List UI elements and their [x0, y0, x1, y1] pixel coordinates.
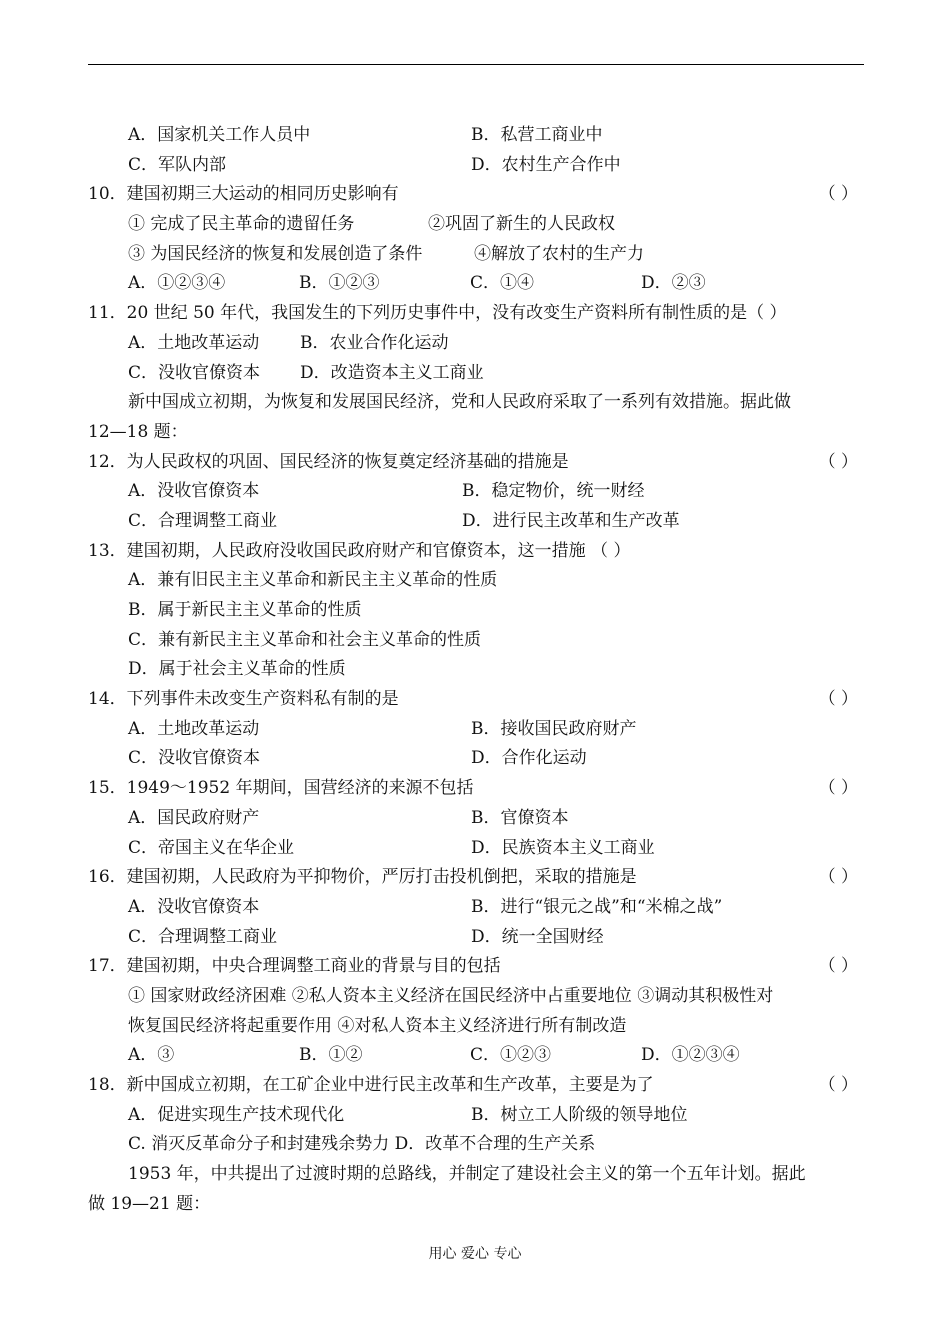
q12-option-b: B．稳定物价，统一财经 [462, 481, 645, 502]
header-rule [88, 64, 864, 65]
q14-options-row-1 [88, 715, 864, 745]
q11-option-d: D．改造资本主义工商业 [300, 362, 484, 383]
q9-options-row-1 [88, 121, 864, 151]
q15-options-row-1 [88, 804, 864, 834]
q10-statements-row-1 [88, 210, 864, 240]
q14-option-c: C．没收官僚资本 [128, 748, 261, 769]
q9-options-row-2 [88, 151, 864, 181]
q17-answer-paren: （ ） [818, 956, 858, 977]
q13-option-b: B．属于新民主主义革命的性质 [128, 600, 362, 620]
q16-stem [88, 863, 864, 893]
q10-statement-4: ④解放了农村的生产力 [474, 243, 644, 264]
q10-statements-row-2 [88, 240, 864, 270]
q18-options-row-1 [88, 1101, 864, 1131]
q15-option-b: B．官僚资本 [471, 807, 569, 828]
q12-option-c: C．合理调整工商业 [128, 510, 278, 531]
q16-option-d: D．统一全国财经 [471, 926, 604, 947]
q12-stem [88, 448, 864, 478]
q17-options [88, 1041, 864, 1071]
q18-stem-text: 18．新中国成立初期，在工矿企业中进行民主改革和生产改革，主要是为了 [88, 1075, 654, 1095]
section-intro-12-18-line-2: 12—18 题： [88, 421, 188, 442]
q14-stem [88, 685, 864, 715]
q14-answer-paren: （ ） [818, 689, 858, 710]
q15-answer-paren: （ ） [818, 778, 858, 799]
q9-option-d: D．农村生产合作中 [471, 154, 621, 175]
page-footer: 用心 爱心 专心 [428, 1246, 522, 1262]
section-intro-19-21-line-1: 1953 年，中共提出了过渡时期的总路线，并制定了建设社会主义的第一个五年计划。据此 [128, 1164, 806, 1185]
q10-option-a: A．①②③④ [128, 273, 226, 294]
q12-answer-paren: （ ） [818, 451, 858, 472]
q10-option-b: B．①②③ [299, 273, 380, 294]
q10-stem-text: 10．建国初期三大运动的相同历史影响有 [88, 184, 399, 205]
q16-options-row-2 [88, 923, 864, 953]
q11-options-row-1 [88, 329, 864, 359]
q10-answer-paren: （ ） [818, 184, 858, 205]
q18-answer-paren: （ ） [818, 1075, 858, 1095]
q16-option-b: B．进行“银元之战”和“米棉之战” [471, 896, 723, 917]
q12-stem-text: 12．为人民政权的巩固、国民经济的恢复奠定经济基础的措施是 [88, 451, 569, 472]
q18-stem [88, 1071, 864, 1101]
q14-option-b: B．接收国民政府财产 [471, 718, 637, 739]
q11-option-a: A．土地改革运动 [128, 332, 260, 353]
q16-stem-text: 16．建国初期，人民政府为平抑物价，严厉打击投机倒把，采取的措施是 [88, 867, 637, 888]
q9-option-b: B．私营工商业中 [471, 125, 603, 145]
q9-option-a: A．国家机关工作人员中 [128, 125, 311, 145]
q14-option-a: A．土地改革运动 [128, 718, 260, 739]
q14-option-d: D．合作化运动 [471, 748, 587, 769]
q18-options-row-2: C. 消灭反革命分子和封建残余势力 D．改革不合理的生产关系 [128, 1134, 596, 1155]
q14-options-row-2 [88, 744, 864, 774]
q13-option-a: A．兼有旧民主主义革命和新民主主义革命的性质 [128, 570, 498, 591]
q11-stem: 11．20 世纪 50 年代，我国发生的下列历史事件中，没有改变生产资料所有制性质的是（ ） [88, 303, 787, 324]
q12-option-d: D．进行民主改革和生产改革 [462, 510, 680, 531]
q12-options-row-1 [88, 477, 864, 507]
exam-content [88, 121, 864, 1219]
q15-option-a: A．国民政府财产 [128, 807, 260, 828]
q16-answer-paren: （ ） [818, 867, 858, 888]
q17-option-d: D．①②③④ [641, 1045, 740, 1066]
q11-options-row-2 [88, 359, 864, 389]
q10-statement-2: ②巩固了新生的人民政权 [428, 214, 615, 235]
q17-option-c: C．①②③ [470, 1045, 552, 1066]
q12-options-row-2 [88, 507, 864, 537]
q17-stem-text: 17．建国初期，中央合理调整工商业的背景与目的包括 [88, 956, 501, 977]
q10-stem [88, 180, 864, 210]
q16-option-a: A．没收官僚资本 [128, 896, 260, 917]
q9-option-c: C．军队内部 [128, 154, 227, 175]
q12-option-a: A．没收官僚资本 [128, 481, 260, 502]
q16-options-row-1 [88, 893, 864, 923]
q17-statements-line-2: 恢复国民经济将起重要作用 ④对私人资本主义经济进行所有制改造 [128, 1015, 627, 1036]
q10-option-c: C．①④ [470, 273, 535, 294]
q13-option-c: C．兼有新民主主义革命和社会主义革命的性质 [128, 629, 482, 650]
q17-option-b: B．①② [299, 1045, 363, 1066]
q15-option-d: D．民族资本主义工商业 [471, 837, 655, 858]
q15-option-c: C．帝国主义在华企业 [128, 837, 295, 858]
q13-option-d: D．属于社会主义革命的性质 [128, 659, 346, 680]
q11-option-b: B．农业合作化运动 [300, 332, 449, 353]
q10-option-d: D．②③ [641, 273, 706, 294]
q17-statements-line-1: ① 国家财政经济困难 ②私人资本主义经济在国民经济中占重要地位 ③调动其积极性对 [128, 985, 774, 1006]
q16-option-c: C．合理调整工商业 [128, 926, 278, 947]
q15-options-row-2 [88, 834, 864, 864]
q17-option-a: A．③ [128, 1045, 175, 1066]
q10-options [88, 269, 864, 299]
q15-stem [88, 774, 864, 804]
q14-stem-text: 14．下列事件未改变生产资料私有制的是 [88, 689, 399, 710]
q13-stem: 13．建国初期，人民政府没收国民政府财产和官僚资本，这一措施 （ ） [88, 540, 631, 561]
section-intro-12-18-line-1: 新中国成立初期，为恢复和发展国民经济，党和人民政府采取了一系列有效措施。据此做 [128, 392, 791, 413]
q15-stem-text: 15．1949～1952 年期间，国营经济的来源不包括 [88, 778, 474, 799]
q10-statement-1: ① 完成了民主革命的遗留任务 [128, 214, 355, 235]
q18-option-a: A．促进实现生产技术现代化 [128, 1104, 345, 1125]
q18-option-b: B．树立工人阶级的领导地位 [471, 1104, 688, 1125]
q10-statement-3: ③ 为国民经济的恢复和发展创造了条件 [128, 243, 423, 264]
section-intro-19-21-line-2: 做 19—21 题： [88, 1193, 211, 1214]
q17-stem [88, 952, 864, 982]
q11-option-c: C．没收官僚资本 [128, 362, 261, 383]
